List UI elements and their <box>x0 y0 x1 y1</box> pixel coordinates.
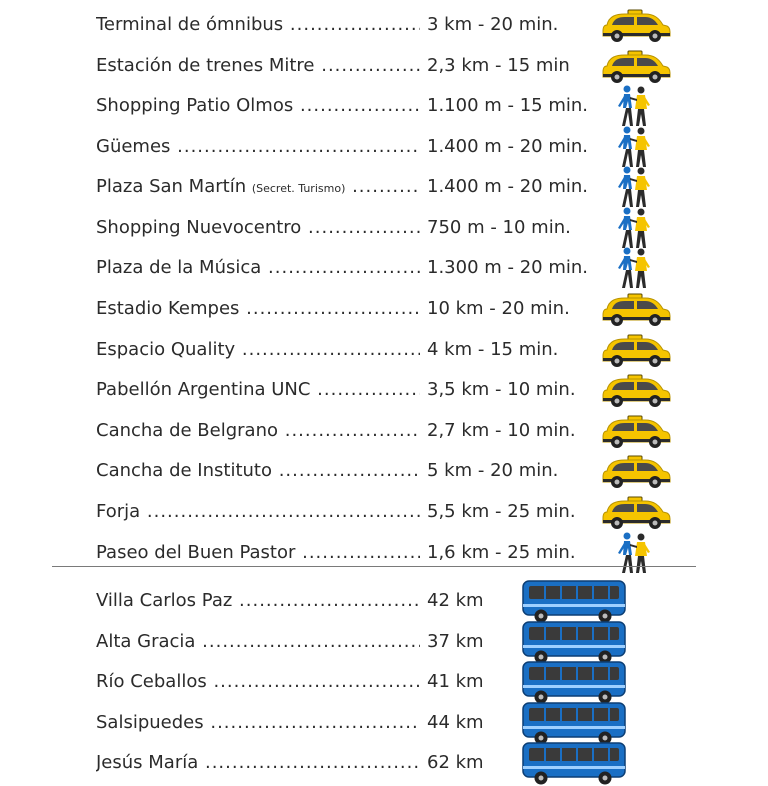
destination-name: Terminal de ómnibus ..... <box>96 13 420 37</box>
destination-row <box>0 415 768 447</box>
destination-name: Cancha de Belgrano ..... <box>96 419 420 443</box>
destination-name: Shopping Nuevocentro ..... <box>96 216 420 240</box>
distance-time: 4 km - 15 min. <box>427 339 559 360</box>
distance-time: 2,3 km - 15 min <box>427 55 570 76</box>
walking-people-icon <box>616 165 652 209</box>
destination-name: Güemes ..... <box>96 135 420 159</box>
taxi-icon <box>601 50 671 84</box>
destination-row <box>0 455 768 487</box>
walking-people-icon <box>616 206 652 250</box>
destination-note: (Secret. Turismo) <box>251 182 346 195</box>
distance: 62 km <box>427 752 484 773</box>
distance-time: 1.100 m - 15 min. <box>427 95 589 116</box>
destination-name: Forja ..... <box>96 500 420 524</box>
taxi-icon <box>601 293 671 327</box>
destination-name: Salsipuedes ..... <box>96 711 420 735</box>
destination-row <box>0 585 768 617</box>
walking-people-icon <box>616 531 652 575</box>
destination-name: Estadio Kempes ..... <box>96 297 420 321</box>
walking-people-icon <box>616 246 652 290</box>
distance: 44 km <box>427 712 484 733</box>
destination-row <box>0 50 768 82</box>
distance: 42 km <box>427 590 484 611</box>
walking-people-icon <box>616 84 652 128</box>
distance: 37 km <box>427 631 484 652</box>
taxi-icon <box>601 455 671 489</box>
destination-row <box>0 374 768 406</box>
destination-name-text: Plaza San Martín <box>96 176 247 197</box>
destination-name: Cancha de Instituto ..... <box>96 459 420 483</box>
distance-time: 750 m - 10 min. <box>427 217 571 238</box>
destination-row <box>0 496 768 528</box>
destination-row <box>0 626 768 658</box>
taxi-icon <box>601 374 671 408</box>
walking-people-icon <box>616 125 652 169</box>
distance-time: 1,6 km - 25 min. <box>427 542 576 563</box>
distance-time: 10 km - 20 min. <box>427 298 570 319</box>
destination-row <box>0 252 768 284</box>
destination-name: Shopping Patio Olmos ..... <box>96 94 420 118</box>
bus-icon <box>521 740 627 786</box>
taxi-icon <box>601 334 671 368</box>
distance-time: 2,7 km - 10 min. <box>427 420 576 441</box>
destination-name: Espacio Quality ..... <box>96 338 420 362</box>
section-divider <box>52 566 696 567</box>
distance-time: 5,5 km - 25 min. <box>427 501 576 522</box>
taxi-icon <box>601 9 671 43</box>
destination-row <box>0 707 768 739</box>
destination-name: Plaza de la Música ..... <box>96 256 420 280</box>
destination-row <box>0 171 768 203</box>
destination-name: Río Ceballos ..... <box>96 670 420 694</box>
distance-time: 1.400 m - 20 min. <box>427 136 589 157</box>
destination-row <box>0 537 768 569</box>
distance-time: 1.400 m - 20 min. <box>427 176 589 197</box>
destination-row <box>0 334 768 366</box>
destination-row <box>0 131 768 163</box>
destination-name: Pabellón Argentina UNC ..... <box>96 378 420 402</box>
distance-time: 3,5 km - 10 min. <box>427 379 576 400</box>
destination-name: Alta Gracia ..... <box>96 630 420 654</box>
destination-row <box>0 90 768 122</box>
destination-row <box>0 212 768 244</box>
destination-row <box>0 9 768 41</box>
destination-name: Jesús María ..... <box>96 751 420 775</box>
distance: 41 km <box>427 671 484 692</box>
destination-name: Estación de trenes Mitre ..... <box>96 54 420 78</box>
distance-time: 1.300 m - 20 min. <box>427 257 589 278</box>
destination-name: Paseo del Buen Pastor ..... <box>96 541 420 565</box>
distance-time: 5 km - 20 min. <box>427 460 559 481</box>
destination-name: Villa Carlos Paz ..... <box>96 589 420 613</box>
destination-row <box>0 293 768 325</box>
destination-name <box>96 175 420 199</box>
bus-icon <box>521 578 627 624</box>
taxi-icon <box>601 415 671 449</box>
destination-row <box>0 747 768 779</box>
taxi-icon <box>601 496 671 530</box>
bus-icon <box>521 659 627 705</box>
distance-time: 3 km - 20 min. <box>427 14 559 35</box>
destination-row <box>0 666 768 698</box>
